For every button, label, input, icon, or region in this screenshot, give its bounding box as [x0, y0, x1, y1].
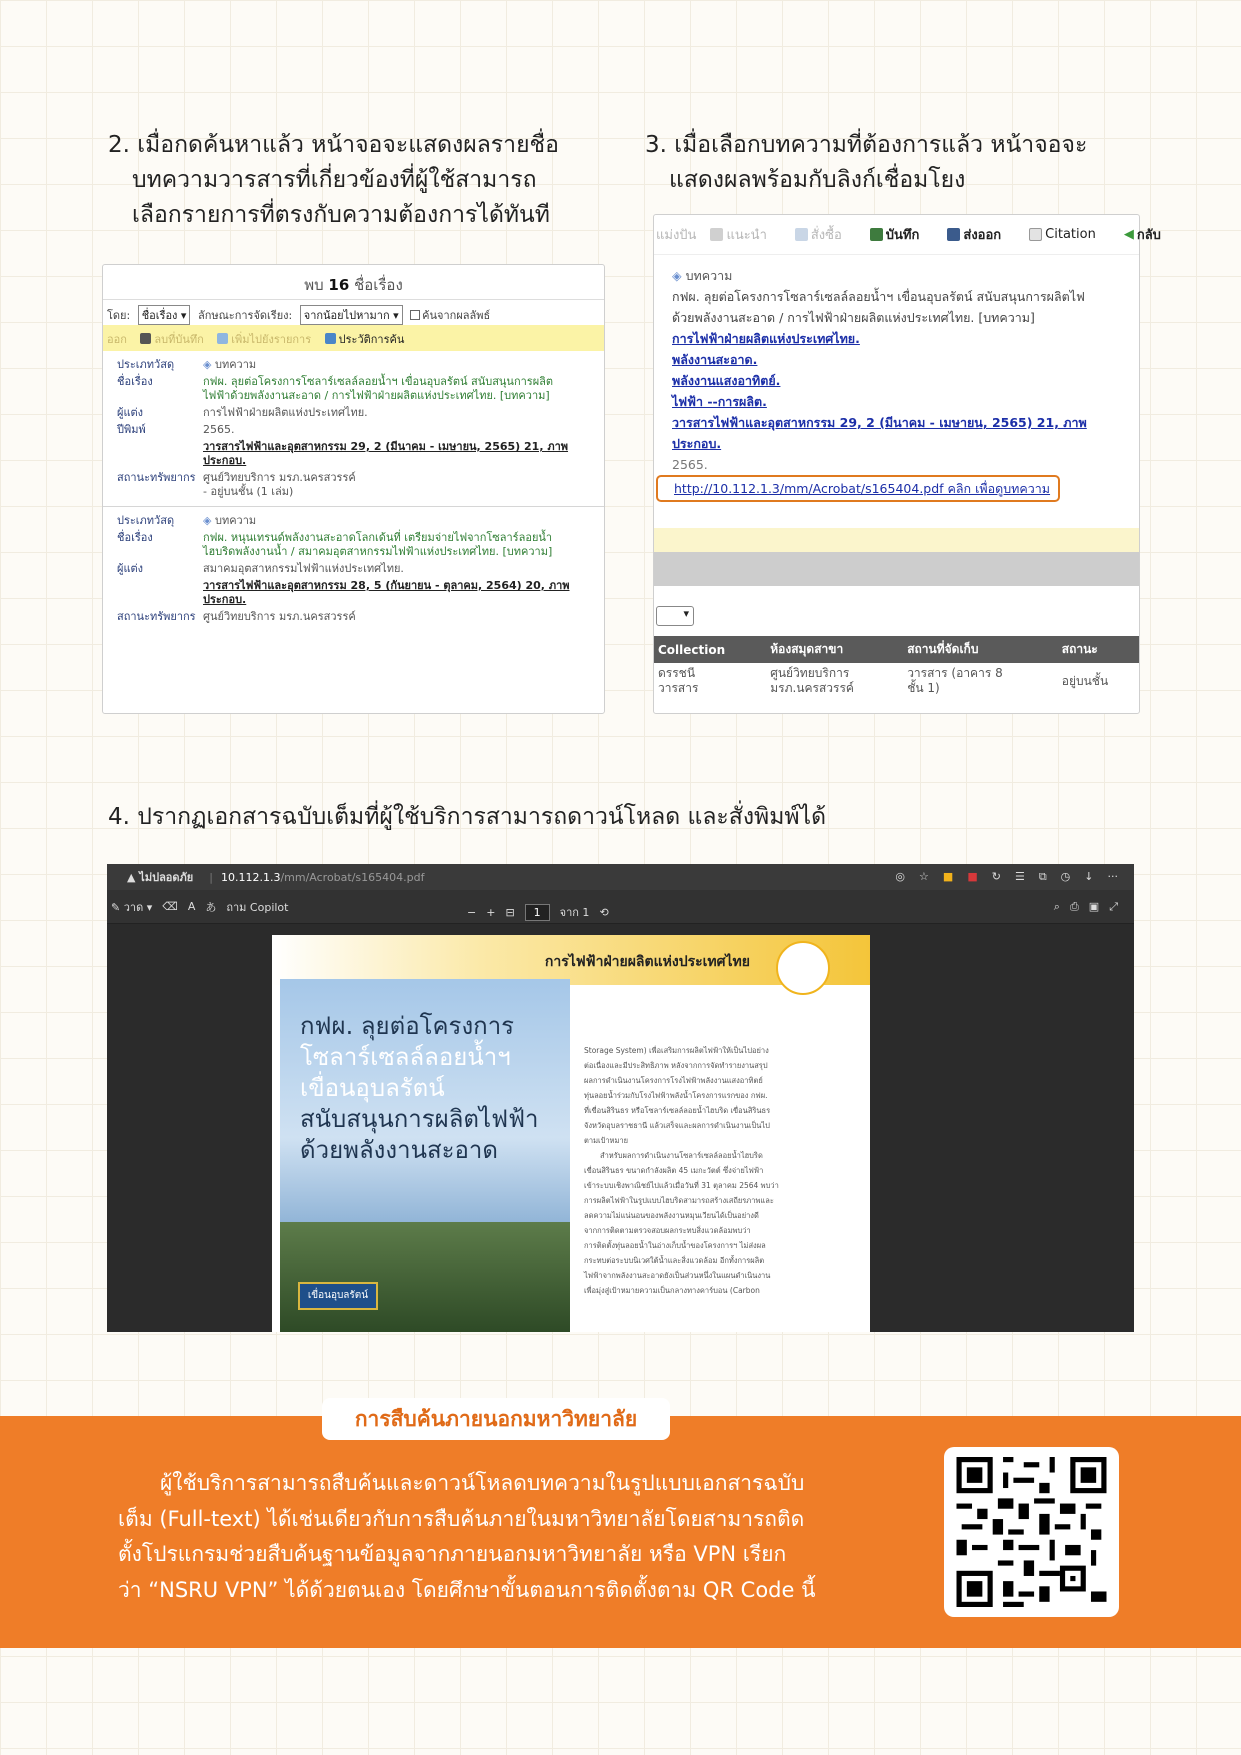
record-title-line-2: ด้วยพลังงานสะอาด / การไฟฟ้าฝ่ายผลิตแห่งประเทศไทย. [บทความ]	[672, 310, 1035, 325]
egat-logo	[776, 941, 830, 995]
results-count: พบ 16 ชื่อเรื่อง	[304, 276, 403, 294]
recommend-icon	[710, 228, 723, 241]
search-within-checkbox[interactable]	[410, 310, 420, 320]
url-host: 10.112.1.3	[220, 870, 281, 884]
share-button[interactable]: แม่งปัน	[656, 228, 697, 243]
pdf-cover-image	[280, 979, 570, 1332]
holdings-select[interactable]: ▾	[656, 606, 694, 626]
search-icon[interactable]: ⌕	[1053, 899, 1060, 913]
favorite-icon[interactable]: ☆	[919, 870, 929, 883]
result-source-link[interactable]: วารสารไฟฟ้าและอุตสาหกรรม 29, 2 (มีนาคม - เมษายน, 2565) 21, ภาพ ประกอบ.	[203, 440, 569, 467]
print-icon[interactable]: ⎙	[1069, 899, 1079, 913]
grey-separator	[654, 552, 1139, 586]
step-3-line-2: แสดงผลพร้อมกับลิงก์เชื่อมโยง	[669, 167, 966, 193]
delete-icon	[140, 333, 151, 344]
pdf-canvas	[107, 924, 1134, 1332]
detail-toolbar	[654, 215, 1161, 255]
add-to-list-button[interactable]: เพิ่มไปยังรายการ	[217, 333, 311, 346]
ask-copilot-button[interactable]: ถาม Copilot	[226, 900, 289, 914]
record-type: บทความ	[685, 268, 733, 283]
download-icon[interactable]: ↓	[1084, 870, 1094, 883]
export-button[interactable]: ส่งออก	[947, 224, 1015, 245]
col-status: สถานะ	[1058, 636, 1139, 663]
record-detail-panel	[653, 214, 1161, 714]
record-year: 2565.	[672, 457, 708, 472]
order-button[interactable]: สั่งซื้อ	[795, 224, 856, 245]
qr-code-icon	[954, 1457, 1109, 1607]
translate-button[interactable]: あ	[205, 900, 217, 914]
source-link[interactable]: วารสารไฟฟ้าและอุตสาหกรรม 29, 2 (มีนาคม - เมษายน, 2565) 21, ภาพ	[672, 415, 1087, 430]
toolbar-out-button[interactable]: ออก	[107, 333, 127, 346]
record-title-line-1: กฟผ. ลุยต่อโครงการโซลาร์เซลล์ลอยน้ำฯ เขื่อนอุบลรัตน์ สนับสนุนการผลิตไฟ	[672, 289, 1085, 304]
refresh-icon[interactable]: ↻	[991, 870, 1001, 883]
pdf-browser-window	[107, 864, 1134, 1332]
col-collection: Collection	[654, 636, 766, 663]
sort-by-select[interactable]: ชื่อเรื่อง ▾	[138, 305, 191, 325]
zoom-out-button[interactable]: −	[467, 905, 477, 919]
export-icon	[947, 228, 960, 241]
col-location: สถานที่จัดเก็บ	[903, 636, 1058, 663]
step-2-line-1: 2. เมื่อกดค้นหาแล้ว หน้าจอจะแสดงผลรายชื่อ	[108, 132, 559, 158]
vpn-qr-code[interactable]	[944, 1447, 1119, 1617]
add-list-icon	[217, 333, 228, 344]
address-bar[interactable]: ▲ ไม่ปลอดภัย | 10.112.1.3 /mm/Acrobat/s165404.pdf ◎ ☆ ■ ■ ↻ ☰ ⧉ ◷ ↓ ···	[107, 864, 1134, 890]
back-button[interactable]: ◀ กลับ	[1123, 227, 1161, 243]
recommend-button[interactable]: แนะนำ	[710, 224, 780, 245]
read-aloud-button[interactable]: A	[187, 900, 196, 913]
search-within-label: ค้นจากผลลัพธ์	[422, 309, 491, 322]
fullscreen-icon[interactable]: ⤢	[1109, 899, 1118, 913]
step-2-line-2: บทความวารสารที่เกี่ยวข้องที่ผู้ใช้สามารถ	[132, 167, 537, 193]
zoom-in-button[interactable]: +	[486, 905, 496, 919]
step-3-title	[645, 128, 1165, 198]
pdf-header-text: การไฟฟ้าฝ่ายผลิตแห่งประเทศไทย	[544, 954, 750, 970]
cart-icon	[795, 228, 808, 241]
pdf-toolbar	[107, 890, 1134, 924]
result-record: ประเภทวัสดุ ◈ บทความ ชื่อเรื่อง กฟผ. หนุนเทรนด์พลังงานสะอาดโลกเด้นที่ เตรียมจ่ายไฟจากโซลาร์ลอยน้ำ ไฮบริดพลังงานน้ำ / สมาคมอุตสาหกรรมไฟฟ้าแห่งประเทศไทย. [บทความ] ผู้แต่ง สมาคมอุตสาหกรรมไฟฟ้าแห่งประเทศไทย. วารสารไฟฟ้าและอุตสาหกรรม 28, 5 (กันยายน - ตุลาคม, 2564) 20, ภาพ ประกอบ. สถานะทรัพยากร ศูนย์วิทยบริการ มรภ.นครสวรรค์	[103, 507, 604, 631]
trees-photo	[280, 1222, 570, 1332]
pdf-body-text: Storage System) เพื่อเสริมการผลิตไฟฟ้าให้เป็นไปอย่าง ต่อเนื่องและมีประสิทธิภาพ หลังจากการจัดทำรายงานสรุป ผลการดำเนินงานโครงการโรงไฟฟ้าพลังงานแสงอาทิตย์ ทุ่นลอยน้ำร่วมกับโรงไฟฟ้าพลังน้ำโครงการแรกของ กฟผ. ที่เขื่อนสิรินธร หรือโซลาร์เซลล์ลอยน้ำไฮบริด เขื่อนสิรินธร จังหวัดอุบลราชธานี แล้วเสร็จและผลการดำเนินงานเป็นไป ตามเป้าหมาย สำหรับผลการดำเนินงานโซลาร์เซลล์ลอยน้ำไฮบริด เขื่อนสิรินธร ขนาดกำลังผลิต 45 เมกะวัตต์ ซึ่งจ่ายไฟฟ้า เข้าระบบเชิงพาณิชย์ไปแล้วเมื่อวันที่ 31 ตุลาคม 2564 พบว่า การผลิตไฟฟ้าในรูปแบบไฮบริดสามารถสร้างเสถียรภาพและ ลดความไม่แน่นอนของพลังงานหมุนเวียนได้เป็นอย่างดี จากการติดตามตรวจสอบผลกระทบสิ่งแวดล้อมพบว่า การติดตั้งทุ่นลอยน้ำในอ่างเก็บน้ำของโครงการฯ ไม่ส่งผล กระทบต่อระบบนิเวศใต้น้ำและสิ่งแวดล้อม อีกทั้งการผลิต ไฟฟ้าจากพลังงานสะอาดยังเป็นส่วนหนึ่งในแผนดำเนินงาน เพื่อมุ่งสู่เป้าหมายความเป็นกลางทางคาร์บอน (Carbon	[584, 1046, 779, 1295]
result-title-link[interactable]: กฟผ. ลุยต่อโครงการโซลาร์เซลล์ลอยน้ำฯ เขื่อนอุบลรัตน์ สนับสนุนการผลิต ไฟฟ้าด้วยพลังงานสะอาด / การไฟฟ้าฝ่ายผลิตแห่งประเทศไทย. [บทความ]	[203, 375, 554, 402]
sort-order-select[interactable]: จากน้อยไปหามาก ▾	[300, 305, 403, 325]
article-icon: ◈	[203, 514, 215, 527]
step-4-title: 4. ปรากฏเอกสารฉบับเต็มที่ผู้ใช้บริการสามารถดาวน์โหลด และสั่งพิมพ์ได้	[108, 804, 827, 830]
extension-icon[interactable]: ■	[967, 870, 978, 883]
save-button[interactable]: บันทึก	[870, 224, 934, 245]
search-history-button[interactable]: ประวัติการค้น	[325, 333, 405, 346]
dam-sign: เขื่อนอุบลรัตน์	[298, 1282, 378, 1310]
yellow-separator	[654, 528, 1139, 552]
record-body	[654, 255, 1139, 502]
subject-link[interactable]: พลังงานสะอาด.	[672, 352, 758, 367]
draw-button[interactable]: ✎ วาด ▾	[111, 900, 153, 914]
save-icon[interactable]: ▣	[1088, 900, 1100, 913]
citation-icon	[1029, 228, 1042, 241]
save-icon	[870, 228, 883, 241]
history-icon	[325, 333, 336, 344]
eraser-icon[interactable]: ⌫	[162, 900, 178, 913]
url-path: /mm/Acrobat/s165404.pdf	[280, 870, 425, 884]
source-link-cont[interactable]: ประกอบ.	[672, 436, 722, 451]
page-number-input[interactable]: 1	[525, 904, 550, 921]
result-source-link[interactable]: วารสารไฟฟ้าและอุตสาหกรรม 28, 5 (กันยายน - ตุลาคม, 2564) 20, ภาพ ประกอบ.	[203, 579, 570, 606]
outside-access-heading: การสืบค้นภายนอกมหาวิทยาลัย	[322, 1398, 670, 1440]
subject-link[interactable]: พลังงานแสงอาทิตย์.	[672, 373, 781, 388]
result-title-link[interactable]: กฟผ. หนุนเทรนด์พลังงานสะอาดโลกเด้นที่ เตรียมจ่ายไฟจากโซลาร์ลอยน้ำ ไฮบริดพลังงานน้ำ / สมาคมอุตสาหกรรมไฟฟ้าแห่งประเทศไทย. [บทความ]	[203, 531, 553, 558]
results-count-number: 16	[328, 276, 350, 294]
pdf-page	[272, 935, 870, 1332]
fulltext-url-link[interactable]: http://10.112.1.3/mm/Acrobat/s165404.pdf คลิก เพื่อดูบทความ	[656, 475, 1060, 502]
search-results-panel	[102, 264, 605, 714]
article-icon: ◈	[672, 268, 686, 283]
read-aloud-icon[interactable]: ◎	[895, 870, 906, 883]
collections-icon[interactable]: ⧉	[1038, 870, 1047, 883]
subject-link[interactable]: การไฟฟ้าฝ่ายผลิตแห่งประเทศไทย.	[672, 331, 860, 346]
pdf-headline: กฟผ. ลุยต่อโครงการ โซลาร์เซลล์ลอยน้ำฯ เขื่อนอุบลรัตน์ สนับสนุนการผลิตไฟฟ้า ด้วยพลังงานสะอาด	[300, 1012, 539, 1164]
page-count: จาก 1	[559, 906, 590, 919]
result-record: ประเภทวัสดุ ◈ บทความ ชื่อเรื่อง กฟผ. ลุยต่อโครงการโซลาร์เซลล์ลอยน้ำฯ เขื่อนอุบลรัตน์ สนับสนุนการผลิต ไฟฟ้าด้วยพลังงานสะอาด / การไฟฟ้าฝ่ายผลิตแห่งประเทศไทย. [บทความ] ผู้แต่ง การไฟฟ้าฝ่ายผลิตแห่งประเทศไทย. ปีพิมพ์ 2565. วารสารไฟฟ้าและอุตสาหกรรม 29, 2 (มีนาคม - เมษายน, 2565) 21, ภาพ ประกอบ. สถานะทรัพยากร ศูนย์วิทยบริการ มรภ.นครสวรรค์ - อยู่บนชั้น (1 เล่ม)	[103, 351, 604, 507]
history-icon[interactable]: ◷	[1060, 870, 1071, 883]
citation-button[interactable]: Citation	[1029, 227, 1110, 242]
step-2-title	[108, 128, 628, 233]
more-icon[interactable]: ···	[1107, 870, 1118, 883]
outside-access-text: ผู้ใช้บริการสามารถสืบค้นและดาวน์โหลดบทความในรูปแบบเอกสารฉบับ เต็ม (Full-text) ได้เช่นเดียวกับการสืบค้นภายในมหาวิทยาลัยโดยสามารถติด ตั้งโปรแกรมช่วยสืบค้นฐานข้อมูลจากภายนอกมหาวิทยาลัย หรือ VPN เรียก ว่า “NSRU VPN” ได้ด้วยตนเอง โดยศึกษาขั้นตอนการติดตั้งตาม QR Code นี้	[118, 1471, 816, 1602]
back-arrow-icon: ◀	[1123, 227, 1134, 242]
holdings-table	[654, 636, 1139, 699]
favorites-icon[interactable]: ☰	[1014, 870, 1025, 883]
extension-icon[interactable]: ■	[942, 870, 954, 883]
table-row: ดรรชนี วารสาร ศูนย์วิทยบริการ มรภ.นครสวรรค์ วารสาร (อาคาร 8 ชั้น 1) อยู่บนชั้น	[658, 666, 1109, 695]
security-warning[interactable]: ▲ ไม่ปลอดภัย	[127, 871, 194, 884]
rotate-icon[interactable]: ⟲	[599, 905, 609, 919]
fit-page-icon[interactable]: ⊟	[505, 905, 515, 919]
pdf-page-header	[272, 935, 870, 985]
results-toolbar	[103, 325, 604, 351]
sort-bar: โดย: ชื่อเรื่อง ▾ ลักษณะการจัดเรียง: จากน้อยไปหามาก ▾ ค้นจากผลลัพธ์	[103, 299, 604, 325]
step-3-line-1: 3. เมื่อเลือกบทความที่ต้องการแล้ว หน้าจอจะ	[645, 132, 1088, 158]
col-branch: ห้องสมุดสาขา	[766, 636, 903, 663]
subject-link[interactable]: ไฟฟ้า --การผลิต.	[672, 394, 767, 409]
clear-saved-button[interactable]: ลบที่บันทึก	[140, 333, 203, 346]
step-2-line-3: เลือกรายการที่ตรงกับความต้องการได้ทันที	[132, 202, 550, 228]
article-icon: ◈	[203, 358, 215, 371]
